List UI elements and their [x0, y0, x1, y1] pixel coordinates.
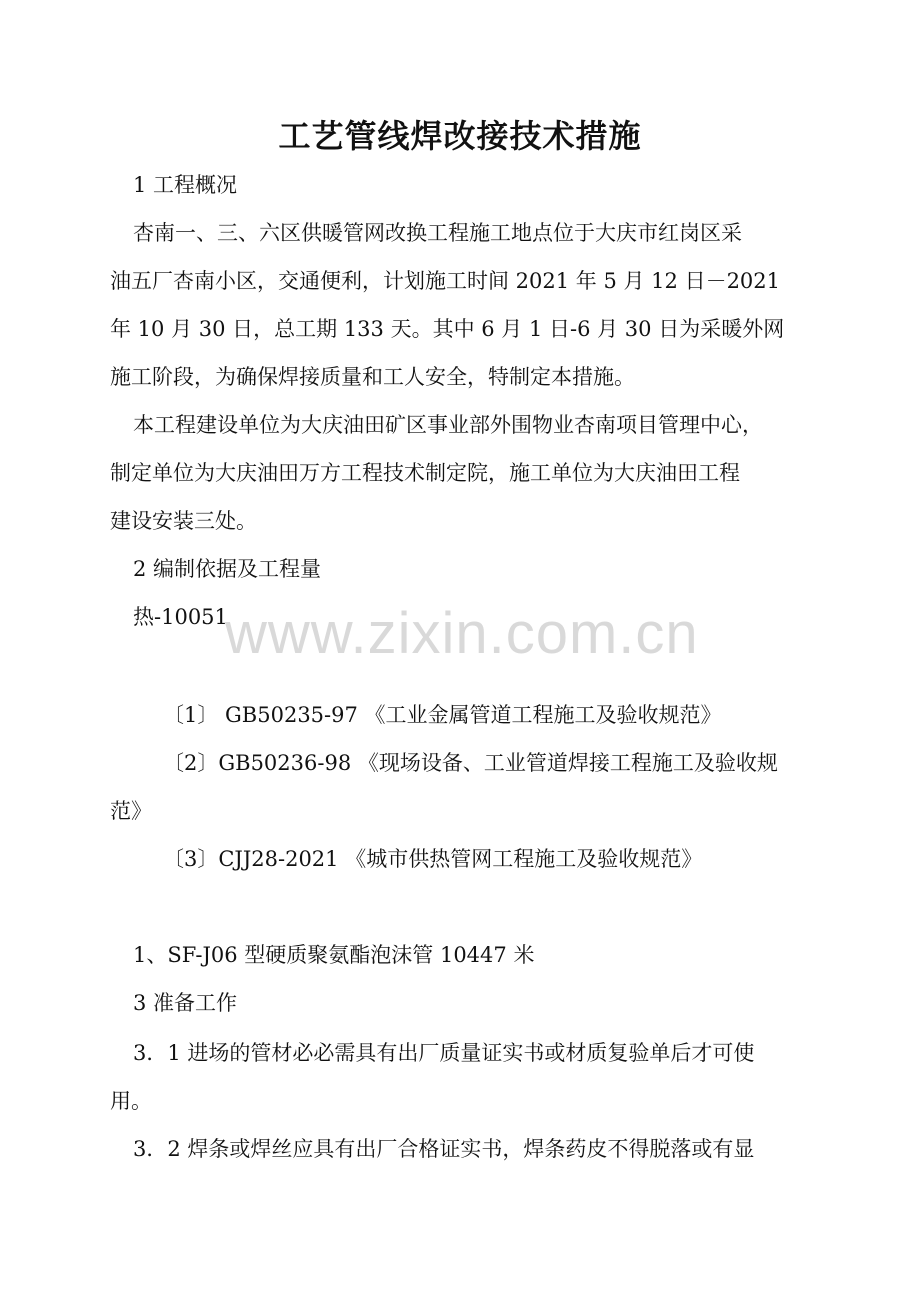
- watermark: www.zixin.com.cn: [225, 601, 699, 666]
- paragraph-line: 建设安装三处。: [110, 509, 257, 533]
- paragraph-line: 杏南一、三、六区供暖管网改换工程施工地点位于大庆市红岗区采: [133, 221, 742, 245]
- paragraph-line: 3．2 焊条或焊丝应具有出厂合格证实书，焊条药皮不得脱落或有显: [133, 1137, 755, 1161]
- reference-item-2: 〔2〕GB50236-98 《现场设备、工业管道焊接工程施工及验收规: [163, 751, 778, 775]
- paragraph-line: 施工阶段，为确保焊接质量和工人安全，特制定本措施。: [110, 365, 635, 389]
- paragraph-line: 年 10 月 30 日，总工期 133 天。其中 6 月 1 日-6 月 30 日为采暖外网: [110, 317, 785, 341]
- paragraph-line: 油五厂杏南小区，交通便利，计划施工时间 2021 年 5 月 12 日－2021: [110, 269, 781, 293]
- paragraph-line: 制定单位为大庆油田万方工程技术制定院，施工单位为大庆油田工程: [110, 461, 740, 485]
- section-heading-3: 3 准备工作: [133, 991, 238, 1015]
- section-heading-2: 2 编制依据及工程量: [133, 557, 322, 581]
- reference-item-2-continued: 范》: [110, 799, 152, 823]
- reference-item-3: 〔3〕CJJ28-2021 《城市供热管网工程施工及验收规范》: [163, 847, 703, 871]
- document-title: 工艺管线焊改接技术措施: [278, 117, 642, 155]
- paragraph-line: 用。: [110, 1089, 152, 1113]
- reference-item-1: 〔1〕 GB50235-97 《工业金属管道工程施工及验收规范》: [163, 703, 722, 727]
- quantity-item-1: 1、SF-J06 型硬质聚氨酯泡沫管 10447 米: [133, 943, 535, 967]
- reference-code: 热-10051: [133, 605, 228, 629]
- paragraph-line: 本工程建设单位为大庆油田矿区事业部外围物业杏南项目管理中心，: [133, 413, 763, 437]
- section-heading-1: 1 工程概况: [133, 173, 238, 197]
- paragraph-line: 3．1 进场的管材必必需具有出厂质量证实书或材质复验单后才可使: [133, 1041, 755, 1065]
